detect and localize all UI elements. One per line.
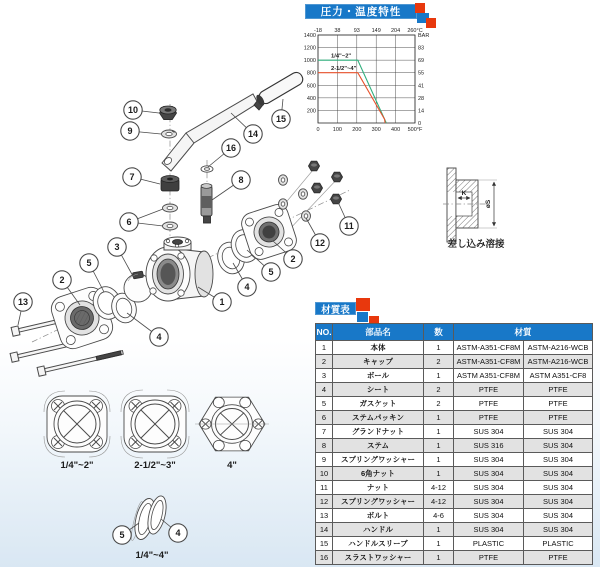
table-header-row	[316, 324, 593, 341]
cell-material-a: SUS 304	[454, 425, 524, 439]
cell-no: 2	[316, 355, 333, 369]
svg-text:800: 800	[306, 70, 316, 77]
table-row	[316, 397, 593, 411]
table-row	[316, 425, 593, 439]
nuts	[309, 161, 343, 204]
part-balloon-number: 5	[119, 530, 125, 540]
svg-text:BAR: BAR	[418, 33, 430, 39]
table-row	[316, 411, 593, 425]
table-row	[316, 481, 593, 495]
cell-part-name: ハンドルスリーブ	[333, 537, 424, 551]
svg-text:1200: 1200	[303, 45, 316, 52]
cell-qty: 1	[424, 369, 454, 383]
flange-view-medium	[121, 390, 189, 458]
svg-text:204: 204	[391, 28, 401, 34]
part-balloon-number: 13	[17, 297, 29, 307]
cell-no: 4	[316, 383, 333, 397]
cell-material-b: ASTM A351-CF8	[524, 369, 593, 383]
cell-material-a: ASTM-A351-CF8M	[454, 355, 524, 369]
cell-material-b: SUS 304	[524, 481, 593, 495]
table-row	[316, 355, 593, 369]
cell-qty: 1	[424, 341, 454, 355]
cell-qty: 1	[424, 439, 454, 453]
svg-text:0: 0	[418, 121, 422, 127]
cell-material-a: PTFE	[454, 551, 524, 565]
table-row	[316, 551, 593, 565]
cell-part-name: ステム	[333, 439, 424, 453]
part-balloon-number: 2	[290, 254, 296, 264]
table-row	[316, 467, 593, 481]
cell-qty: 4-12	[424, 495, 454, 509]
part-balloon-number: 3	[114, 242, 120, 252]
cell-part-name: スプリングワッシャー	[333, 453, 424, 467]
svg-text:200: 200	[306, 108, 316, 115]
accent-square-red	[356, 298, 370, 311]
cell-qty: 4-6	[424, 509, 454, 523]
cell-qty: 1	[424, 551, 454, 565]
cell-material-a: PTFE	[454, 397, 524, 411]
materials-table-body	[316, 341, 593, 565]
svg-text:100: 100	[332, 127, 342, 133]
header-no: NO.	[316, 324, 333, 341]
cell-material-b: PTFE	[524, 411, 593, 425]
part-balloon-number: 14	[247, 129, 259, 139]
cell-part-name: 6角ナット	[333, 467, 424, 481]
cell-qty: 1	[424, 537, 454, 551]
svg-text:83: 83	[418, 45, 425, 52]
cell-qty: 1	[424, 411, 454, 425]
cell-material-a: SUS 304	[454, 509, 524, 523]
part-balloon-number: 2	[59, 275, 65, 285]
cell-no: 16	[316, 551, 333, 565]
cell-material-a: SUS 304	[454, 495, 524, 509]
table-row	[316, 439, 593, 453]
part-balloon-number: 4	[244, 282, 250, 292]
svg-text:38: 38	[334, 28, 341, 34]
part-balloon-number: 5	[268, 267, 274, 277]
part-balloon-number: 10	[127, 105, 139, 115]
part-balloon-number: 7	[129, 172, 135, 182]
table-row	[316, 495, 593, 509]
cell-qty: 2	[424, 383, 454, 397]
svg-text:14: 14	[418, 108, 425, 115]
part-balloon-number: 4	[175, 528, 181, 538]
cell-qty: 4-12	[424, 481, 454, 495]
cell-no: 13	[316, 509, 333, 523]
cell-part-name: キャップ	[333, 355, 424, 369]
svg-text:400: 400	[391, 127, 401, 133]
part-balloon-number: 15	[275, 114, 287, 124]
part-balloon-number: 11	[344, 221, 354, 231]
cell-part-name: ナット	[333, 481, 424, 495]
valve-body	[146, 237, 213, 301]
socket-weld-diagram	[443, 168, 497, 242]
header-qty: 数	[424, 324, 454, 341]
flange-view-small	[44, 391, 110, 457]
svg-text:55: 55	[418, 70, 425, 77]
part-balloon-number: 5	[86, 258, 92, 268]
flange-view-medium-label: 2-1/2"~3"	[134, 460, 176, 471]
svg-text:-18: -18	[314, 28, 322, 34]
cell-material-b: SUS 304	[524, 439, 593, 453]
cell-no: 10	[316, 467, 333, 481]
cell-no: 3	[316, 369, 333, 383]
cell-no: 9	[316, 453, 333, 467]
cell-part-name: シート	[333, 383, 424, 397]
svg-text:500°F: 500°F	[407, 127, 423, 133]
accent-square-red	[415, 3, 425, 13]
part-balloon-number: 4	[156, 332, 162, 342]
chart-title-banner	[305, 4, 417, 19]
cell-no: 14	[316, 523, 333, 537]
part-balloon-number: 9	[127, 126, 133, 136]
table-row	[316, 341, 593, 355]
cell-material-a: ASTM-A351-CF8M	[454, 341, 524, 355]
cell-no: 15	[316, 537, 333, 551]
cell-material-a: SUS 316	[454, 439, 524, 453]
cell-no: 8	[316, 439, 333, 453]
cell-qty: 1	[424, 425, 454, 439]
cell-material-b: ASTM-A216-WCB	[524, 341, 593, 355]
svg-text:93: 93	[353, 28, 360, 34]
header-part-name: 部品名	[333, 324, 424, 341]
svg-text:260°C: 260°C	[407, 28, 423, 34]
chart-title: 圧力・温度特性	[320, 6, 402, 18]
hex-nut	[160, 106, 177, 120]
cell-material-b: SUS 304	[524, 509, 593, 523]
svg-text:41: 41	[418, 83, 425, 90]
cell-material-a: PLASTIC	[454, 537, 524, 551]
part-balloon-number: 1	[219, 297, 225, 307]
pt-chart-block	[303, 2, 473, 142]
cell-material-a: SUS 304	[454, 523, 524, 537]
table-row	[316, 509, 593, 523]
header-material: 材質	[454, 324, 593, 341]
cell-qty: 1	[424, 453, 454, 467]
cell-qty: 1	[424, 467, 454, 481]
svg-text:200: 200	[352, 127, 362, 133]
cell-qty: 2	[424, 355, 454, 369]
part-balloon-number: 8	[238, 175, 244, 185]
materials-table-block	[315, 298, 600, 566]
cell-part-name: ハンドル	[333, 523, 424, 537]
cell-material-b: SUS 304	[524, 467, 593, 481]
table-row	[316, 369, 593, 383]
cell-material-a: ASTM A351-CF8M	[454, 369, 524, 383]
cell-material-b: SUS 304	[524, 453, 593, 467]
chart-series-label: 2-1/2"~4"	[331, 66, 357, 73]
flange-view-large	[195, 397, 269, 451]
svg-text:1000: 1000	[303, 58, 316, 65]
cell-material-a: PTFE	[454, 411, 524, 425]
table-row	[316, 383, 593, 397]
cell-material-b: SUS 304	[524, 425, 593, 439]
table-row	[316, 537, 593, 551]
cell-part-name: スプリングワッシャー	[333, 495, 424, 509]
cell-no: 1	[316, 341, 333, 355]
cell-material-a: SUS 304	[454, 453, 524, 467]
cell-no: 5	[316, 397, 333, 411]
spring-washer-top	[162, 130, 177, 138]
cell-material-b: PTFE	[524, 383, 593, 397]
svg-text:600: 600	[306, 83, 316, 90]
cell-part-name: スラストワッシャー	[333, 551, 424, 565]
part-balloon-number: 16	[225, 143, 237, 153]
cell-qty: 1	[424, 523, 454, 537]
cell-qty: 2	[424, 397, 454, 411]
cell-part-name: 本体	[333, 341, 424, 355]
thrust-washer	[201, 166, 213, 172]
part-balloon-number: 12	[314, 238, 326, 248]
cell-part-name: グランドナット	[333, 425, 424, 439]
seat-gasket-detail	[129, 494, 169, 541]
table-title: 材質表	[321, 304, 350, 316]
svg-text:69: 69	[418, 58, 425, 65]
accent-square-blue	[357, 312, 368, 322]
cell-material-b: ASTM-A216-WCB	[524, 355, 593, 369]
cell-material-b: SUS 304	[524, 523, 593, 537]
socket-dim-k-label: K	[461, 190, 467, 197]
cell-material-a: PTFE	[454, 383, 524, 397]
cell-material-b: SUS 304	[524, 495, 593, 509]
svg-text:0: 0	[316, 127, 320, 133]
seat-detail-label: 1/4"~4"	[135, 550, 169, 561]
svg-text:28: 28	[418, 95, 425, 102]
cell-part-name: ガスケット	[333, 397, 424, 411]
cell-material-b: PTFE	[524, 551, 593, 565]
cell-part-name: ボール	[333, 369, 424, 383]
stem	[201, 184, 212, 223]
socket-dim-s-label: øS	[485, 199, 492, 209]
pressure-temperature-chart	[303, 24, 463, 142]
cell-material-a: SUS 304	[454, 467, 524, 481]
handle-sleeve	[254, 70, 305, 107]
table-row	[316, 453, 593, 467]
cell-no: 7	[316, 425, 333, 439]
svg-text:149: 149	[371, 28, 381, 34]
cell-no: 12	[316, 495, 333, 509]
svg-text:300: 300	[371, 127, 381, 133]
cell-material-b: PTFE	[524, 397, 593, 411]
table-row	[316, 523, 593, 537]
table-title-banner	[315, 302, 356, 315]
cell-part-name: ボルト	[333, 509, 424, 523]
part-balloon-number: 6	[126, 217, 132, 227]
svg-text:1400: 1400	[303, 33, 316, 39]
chart-series-label: 1/4"~2"	[331, 53, 352, 60]
cell-material-a: SUS 304	[454, 481, 524, 495]
socket-weld-caption: 差し込み溶接	[447, 239, 505, 250]
materials-table	[315, 323, 593, 565]
gland-nut	[161, 176, 179, 192]
flange-view-small-label: 1/4"~2"	[60, 460, 94, 471]
cell-no: 6	[316, 411, 333, 425]
cell-part-name: ステムパッキン	[333, 411, 424, 425]
flange-view-large-label: 4"	[227, 460, 237, 471]
cell-material-b: PLASTIC	[524, 537, 593, 551]
svg-text:400: 400	[306, 95, 316, 102]
cell-no: 11	[316, 481, 333, 495]
